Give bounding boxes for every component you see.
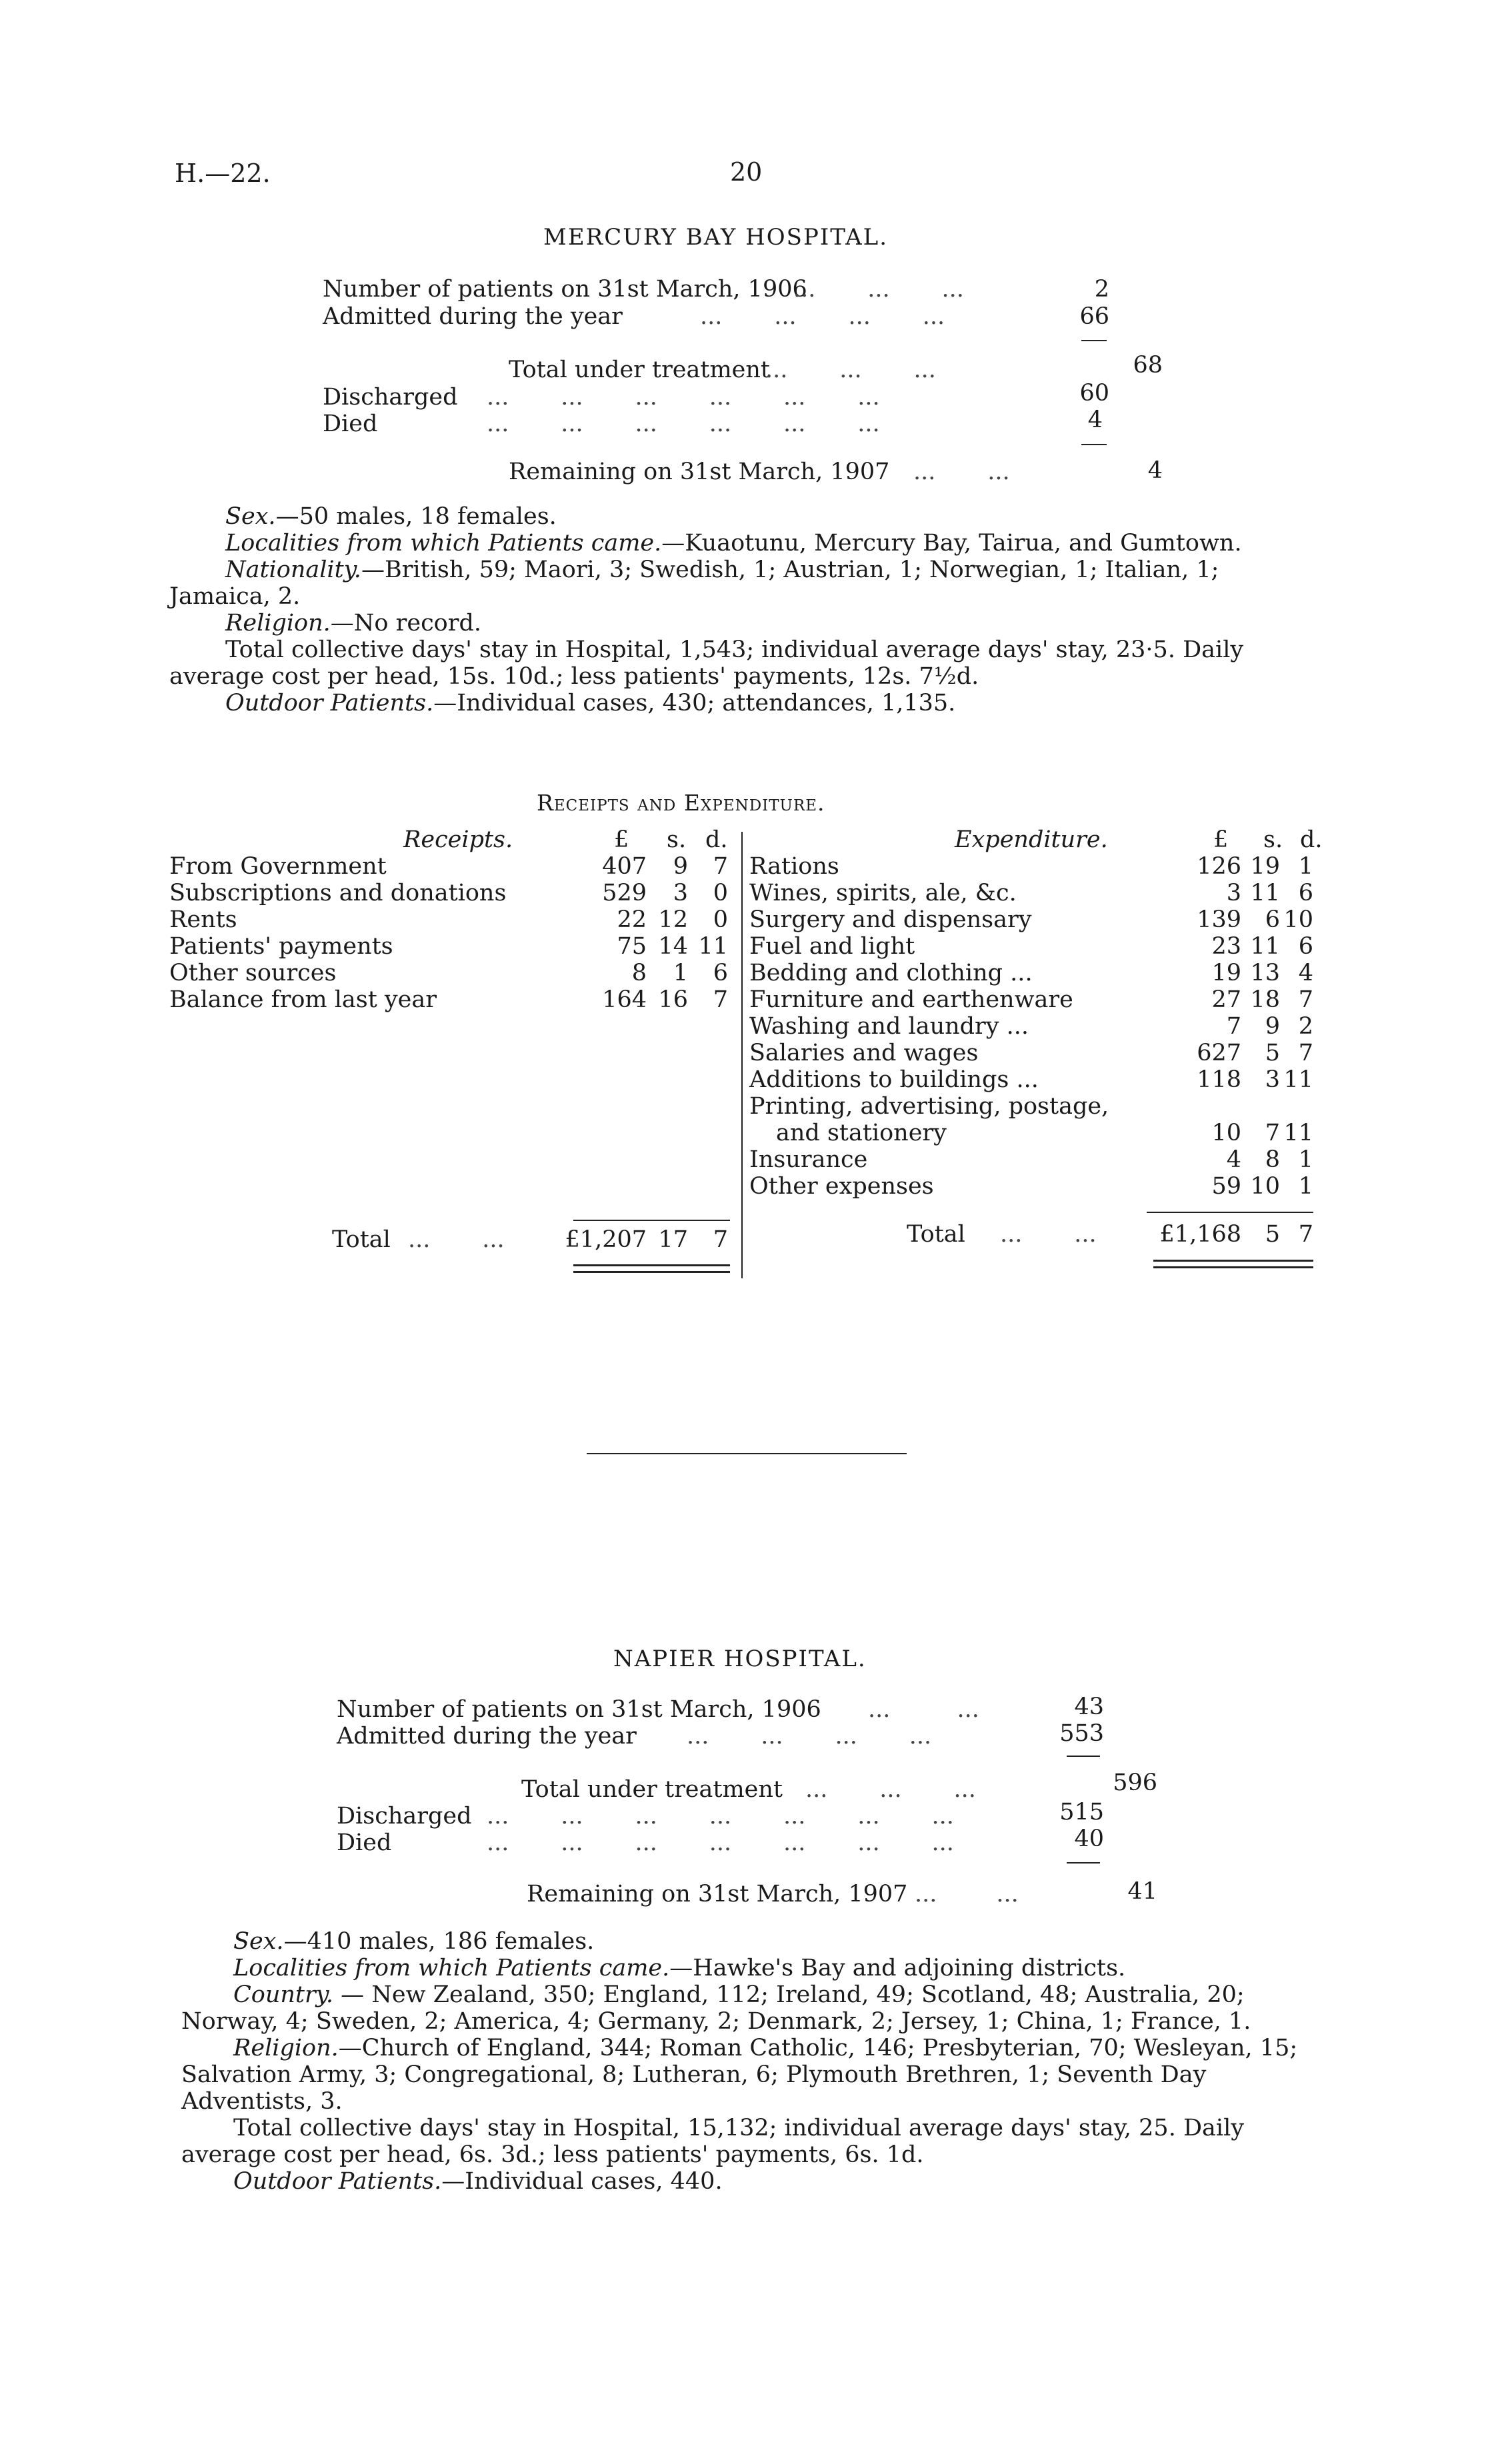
receipts-heading: Receipts. [403,826,513,853]
table-cell-shillings: 19 [1250,853,1280,880]
note-nationality-cont: Jamaica, 2. [169,583,301,610]
currency-pence: d. [705,826,728,853]
note-stay: Total collective days' stay in Hospital, 1,543; individual average days' stay, 23·5. Daily [225,636,1244,663]
double-rule [573,1271,730,1273]
table-cell-shillings: 12 [658,906,688,933]
stat-value: 2 [1094,276,1109,303]
table-cell-shillings: 6 [1265,906,1280,933]
note-stay: Total collective days' stay in Hospital, 15,132; individual average days' stay, 25. Daily [233,2115,1245,2141]
page-number: 20 [730,157,763,187]
stat-value: 553 [1059,1720,1104,1747]
table-cell-pounds: 529 [602,880,647,906]
table-row-label: Furniture and earthenware [749,986,1073,1013]
table-cell-pounds: 22 [617,906,647,933]
table-row-label: Additions to buildings ... [749,1066,1039,1093]
table-row-label: Other sources [169,960,337,986]
receipts-total-shillings: 17 [658,1226,688,1253]
table-cell-pence: 10 [1283,906,1313,933]
table-cell-shillings: 1 [673,960,688,986]
stat-label: Discharged [337,1803,472,1830]
table-cell-pounds: 19 [1211,960,1241,986]
subtotal-rule [1067,1756,1100,1757]
table-cell-pounds: 164 [602,986,647,1013]
stat-label: Died [323,411,378,437]
stat-label: Admitted during the year [323,303,623,330]
table-row-label: From Government [169,853,387,880]
stat-value: 68 [1133,352,1163,379]
table-cell-pounds: 75 [617,933,647,960]
page-reference: H.—22. [175,159,271,188]
table-cell-pounds: 407 [602,853,647,880]
note-sex: Sex.—50 males, 18 females. [225,503,557,530]
table-cell-shillings: 8 [1265,1146,1280,1173]
stat-label: Remaining on 31st March, 1907 [527,1881,908,1907]
stat-label: Discharged [323,384,458,411]
table-row-label: Bedding and clothing ... [749,960,1033,986]
stat-label: Number of patients on 31st March, 1906 [323,276,807,303]
stat-value: 60 [1079,380,1109,407]
note-localities: Localities from which Patients came.—Hawke's Bay and adjoining districts. [233,1955,1126,1981]
stat-value: 43 [1074,1694,1104,1720]
table-cell-pence: 2 [1298,1013,1313,1040]
note-religion-cont: Salvation Army, 3; Congregational, 8; Lutheran, 6; Plymouth Brethren, 1; Seventh Day [181,2061,1207,2088]
note-country-cont: Norway, 4; Sweden, 2; America, 4; Germany, 2; Denmark, 2; Jersey, 1; China, 1; France, 1. [181,2008,1251,2035]
subtotal-rule [1081,340,1107,341]
table-row-label: Insurance [749,1146,868,1173]
receipts-total-label: Total [332,1226,391,1253]
table-cell-shillings: 18 [1250,986,1280,1013]
table-row-label: Printing, advertising, postage, [749,1093,1109,1120]
table-cell-pounds: 627 [1197,1040,1241,1066]
stat-label: Number of patients on 31st March, 1906 [337,1696,821,1723]
table-cell-pounds: 8 [631,960,647,986]
stat-label: Remaining on 31st March, 1907 [509,459,890,485]
accounts-title: Receipts and Expenditure. [537,790,825,816]
expenditure-total-pence: 7 [1298,1221,1313,1248]
table-cell-pence: 6 [713,960,728,986]
currency-pounds: £ [614,826,629,853]
table-cell-pence: 7 [713,853,728,880]
stat-value: 66 [1079,303,1109,330]
expenditure-total-label: Total [907,1221,965,1248]
mercury-title: MERCURY BAY HOSPITAL. [543,224,889,251]
table-cell-pounds: 3 [1226,880,1241,906]
stat-value: 4 [1147,457,1163,484]
table-cell-pence: 11 [1283,1120,1313,1146]
table-cell-pounds: 27 [1211,986,1241,1013]
total-rule [1147,1212,1313,1213]
table-cell-shillings: 7 [1265,1120,1280,1146]
table-cell-shillings: 11 [1250,933,1280,960]
table-cell-pence: 0 [713,906,728,933]
table-cell-pence: 7 [1298,986,1313,1013]
table-cell-pence: 4 [1298,960,1313,986]
double-rule [1153,1260,1313,1262]
table-row-label: Rations [749,853,839,880]
table-cell-pence: 1 [1298,1173,1313,1200]
expenditure-heading: Expenditure. [955,826,1108,853]
note-country: Country. — New Zealand, 350; England, 112; Ireland, 49; Scotland, 48; Australia, 20; [233,1981,1245,2008]
table-cell-pence: 11 [698,933,728,960]
table-cell-shillings: 14 [658,933,688,960]
table-cell-pounds: 23 [1211,933,1241,960]
table-cell-pence: 6 [1298,880,1313,906]
note-religion: Religion.—Church of England, 344; Roman Catholic, 146; Presbyterian, 70; Wesleyan, 15; [233,2035,1298,2061]
table-cell-pence: 11 [1283,1066,1313,1093]
table-cell-shillings: 16 [658,986,688,1013]
stat-label: Died [337,1830,392,1856]
note-religion-cont: Adventists, 3. [181,2088,343,2115]
table-cell-pounds: 4 [1226,1146,1241,1173]
total-rule [573,1220,730,1221]
note-localities: Localities from which Patients came.—Kuaotunu, Mercury Bay, Tairua, and Gumtown. [225,530,1242,557]
table-cell-shillings: 11 [1250,880,1280,906]
currency-pence: d. [1300,826,1323,853]
stat-label: Total under treatment [509,357,770,383]
stat-value: 4 [1087,407,1103,433]
document-page: H.—22. 20 MERCURY BAY HOSPITAL. Number of patients on 31st March, 1906 ... ... ... 2 Admitted during the year ... ... ... ... 66 Total under treatment ... ... ... 68 Discharged ... ... ... ... ... ... 60 Died ... ... ... ... ... ... 4 Remaining on 31st March, 1907 ... ... 4 Sex.—50 males, 18 females. Localities from which Patients came.—Kuaotunu, Mercury Bay, Tairua, and Gumtown. Nationality.—British, 59; Maori, 3; Swedish, 1; Austrian, 1; Norwegian, 1; Italian, 1; Jamaica, 2. Religion.—No record. Total collective days' stay in Hospital, 1,543; individual average days' stay, 23·5. Daily average cost per head, 15s. 10d.; less patients' payments, 12s. 7½d. Outdoor Patients.—Individual cases, 430; attendances, 1,135. Receipts and Expenditure. Receipts. £ s. d. From Government 407 9 7 Subscriptions and donations 529 3 0 Rents 22 12 0 Patients' payments 75 14 11 Other sources 8 1 6 Balance from last year 164 16 7 Total ... ... £1,207 17 7 Expenditure. £ s. d. Rations 126 19 1 Wines, spirits, ale, &c. 3 11 6 Surgery and dispensary 139 6 10 Fuel and light 23 11 6 Bedding and clothing ... 19 13 4 Furniture and earthenware 27 18 7 Washing and laundry ... 7 9 2 Salaries and wages 627 5 7 Additions to buildings ... 118 3 11 Printing, advertising, postage, and stationery 10 7 11 Insurance 4 8 1 Other expenses 59 10 1 Total ... ... £1,168 5 7 NAPIER HOSPITAL. Number of patients on 31st March, 1906 ... ... 43 Admitted during the year ... ... ... ... 553 Total under treatment ... ... ... 596 Discharged ... ... ... ... ... ... ... 515 Died ... ... ... ... ... ... ... 40 Remaining on 31st March, 1907 ... ... 41 Sex.—410 males, 186 females. Localities from which Patients came.—Hawke's Bay and adjoining districts. Country. — New Zealand, 350; England, 112; Ireland, 49; Scotland, 48; Australia, 20; Norway, 4; Sweden, 2; America, 4; Germany, 2; Denmark, 2; Jersey, 1; China, 1; France, 1. Religion.—Church of England, 344; Roman Catholic, 146; Presbyterian, 70; Wesleyan, 15; Salvation Army, 3; Congregational, 8; Lutheran, 6; Plymouth Brethren, 1; Seventh Day Adventists, 3. Total collective days' stay in Hospital, 15,132; individual average days' stay, 25. Daily average cost per head, 6s. 3d.; less patients' payments, 6s. 1d. Outdoor Patients.—Individual cases, 440. [169,157,1323,2195]
receipts-total-pounds: £1,207 [565,1226,647,1253]
table-cell-pence: 7 [713,986,728,1013]
table-cell-pounds: 7 [1226,1013,1241,1040]
stat-label: Total under treatment [521,1776,783,1803]
table-cell-shillings: 13 [1250,960,1280,986]
table-row-label: Balance from last year [169,986,437,1013]
table-cell-shillings: 9 [1265,1013,1280,1040]
table-cell-pence: 7 [1298,1040,1313,1066]
table-cell-shillings: 3 [1265,1066,1280,1093]
table-row-label: Salaries and wages [749,1040,979,1066]
note-outdoor: Outdoor Patients.—Individual cases, 430; attendances, 1,135. [225,690,956,716]
receipts-total-pence: 7 [713,1226,728,1253]
table-cell-shillings: 10 [1250,1173,1280,1200]
table-row-label: Subscriptions and donations [169,880,507,906]
note-outdoor: Outdoor Patients.—Individual cases, 440. [233,2168,723,2195]
stat-label: Admitted during the year [337,1723,637,1750]
stat-value: 41 [1127,1878,1157,1905]
note-sex: Sex.—410 males, 186 females. [233,1928,595,1955]
stat-value: 515 [1059,1799,1104,1826]
expenditure-total-pounds: £1,168 [1159,1221,1241,1248]
table-cell-pounds: 10 [1211,1120,1241,1146]
currency-shillings: s. [667,826,687,853]
stat-value: 40 [1074,1826,1104,1852]
table-cell-pence: 0 [713,880,728,906]
note-nationality: Nationality.—British, 59; Maori, 3; Swedish, 1; Austrian, 1; Norwegian, 1; Italian, 1; [225,557,1219,583]
table-row-label: and stationery [776,1120,947,1146]
table-cell-pence: 1 [1298,1146,1313,1173]
expenditure-total-shillings: 5 [1265,1221,1280,1248]
table-cell-pounds: 118 [1197,1066,1241,1093]
note-cost: average cost per head, 15s. 10d.; less patients' payments, 12s. 7½d. [169,663,979,690]
subtotal-rule [1067,1862,1100,1863]
column-divider [741,832,743,1278]
table-cell-pence: 1 [1298,853,1313,880]
table-row-label: Rents [169,906,237,933]
table-row-label: Surgery and dispensary [749,906,1032,933]
table-cell-pounds: 126 [1197,853,1241,880]
table-row-label: Wines, spirits, ale, &c. [749,880,1017,906]
stat-value: 596 [1113,1770,1157,1796]
note-religion: Religion.—No record. [225,610,481,636]
table-row-label: Other expenses [749,1173,934,1200]
napier-title: NAPIER HOSPITAL. [613,1646,867,1672]
currency-shillings: s. [1263,826,1283,853]
table-cell-shillings: 5 [1265,1040,1280,1066]
currency-pounds: £ [1213,826,1229,853]
table-cell-shillings: 3 [673,880,688,906]
table-row-label: Washing and laundry ... [749,1013,1029,1040]
double-rule [573,1264,730,1266]
table-row-label: Patients' payments [169,933,393,960]
subtotal-rule [1081,444,1107,445]
table-cell-pence: 6 [1298,933,1313,960]
table-cell-pounds: 139 [1197,906,1241,933]
table-cell-pounds: 59 [1211,1173,1241,1200]
section-divider [587,1453,907,1454]
table-cell-shillings: 9 [673,853,688,880]
table-row-label: Fuel and light [749,933,915,960]
note-cost: average cost per head, 6s. 3d.; less patients' payments, 6s. 1d. [181,2141,924,2168]
double-rule [1153,1266,1313,1268]
